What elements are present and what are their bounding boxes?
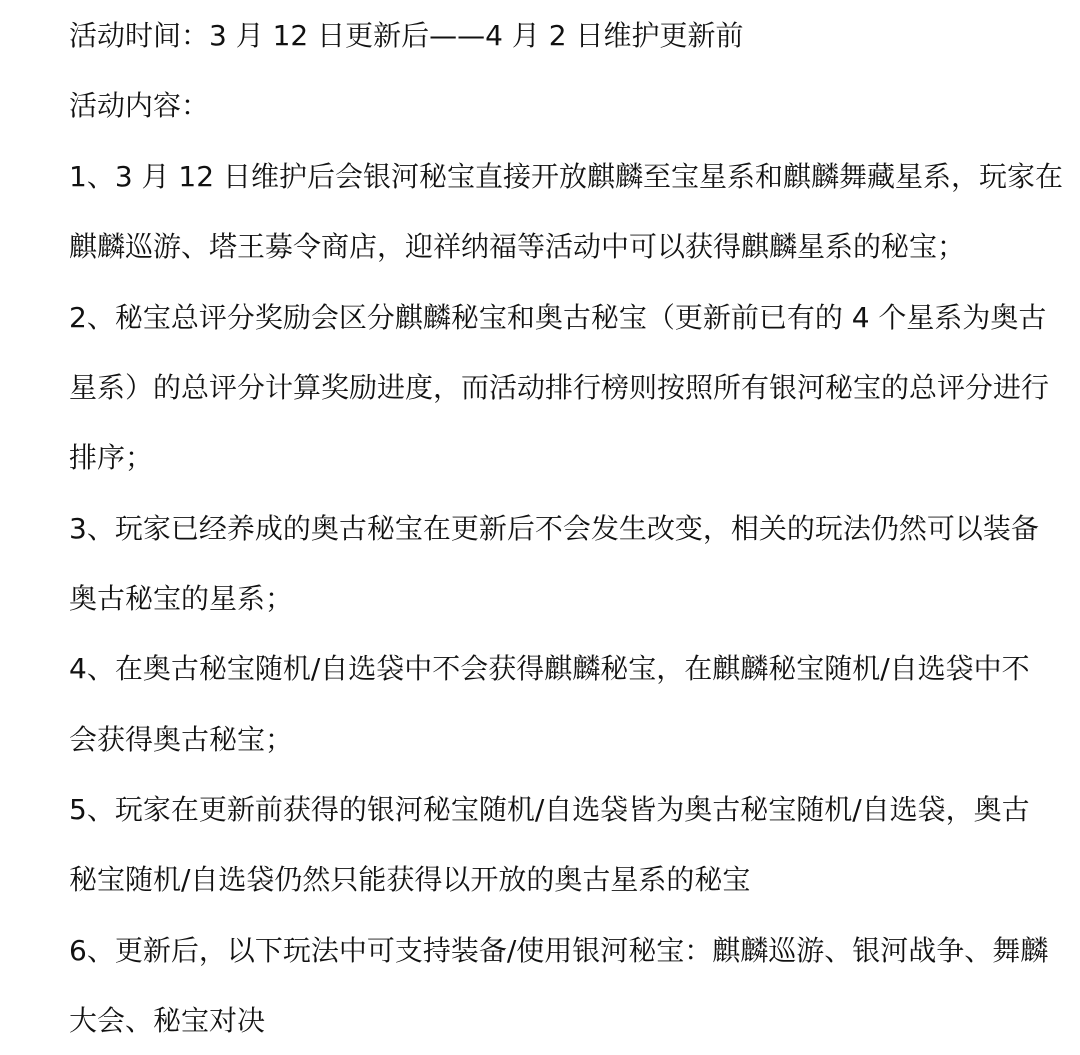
item-3-line-2: 奥古秘宝的星系； (69, 582, 294, 615)
item-2-line-2: 星系）的总评分计算奖励进度，而活动排行榜则按照所有银河秘宝的总评分进行 (69, 371, 1050, 404)
item-5-line-1: 5、玩家在更新前获得的银河秘宝随机/自选袋皆为奥古秘宝随机/自选袋，奥古 (69, 793, 1030, 826)
item-2-line-3: 排序； (69, 441, 154, 474)
activity-content-label: 活动内容： (69, 89, 210, 122)
item-6-line-2: 大会、秘宝对决 (69, 1004, 266, 1037)
item-2-line-1: 2、秘宝总评分奖励会区分麒麟秘宝和奥古秘宝（更新前已有的 4 个星系为奥古 (69, 301, 1047, 334)
item-6-line-1: 6、更新后，以下玩法中可支持装备/使用银河秘宝：麒麟巡游、银河战争、舞麟 (69, 934, 1049, 967)
item-1-line-2: 麒麟巡游、塔王募令商店，迎祥纳福等活动中可以获得麒麟星系的秘宝； (69, 230, 966, 263)
item-3-line-1: 3、玩家已经养成的奥古秘宝在更新后不会发生改变，相关的玩法仍然可以装备 (69, 512, 1039, 545)
item-4-line-2: 会获得奥古秘宝； (69, 723, 294, 756)
activity-time-line: 活动时间：3 月 12 日更新后——4 月 2 日维护更新前 (69, 19, 744, 52)
item-4-line-1: 4、在奥古秘宝随机/自选袋中不会获得麒麟秘宝，在麒麟秘宝随机/自选袋中不 (69, 652, 1030, 685)
item-1-line-1: 1、3 月 12 日维护后会银河秘宝直接开放麒麟至宝星系和麒麟舞藏星系，玩家在 (69, 160, 1063, 193)
item-5-line-2: 秘宝随机/自选袋仍然只能获得以开放的奥古星系的秘宝 (69, 863, 751, 896)
